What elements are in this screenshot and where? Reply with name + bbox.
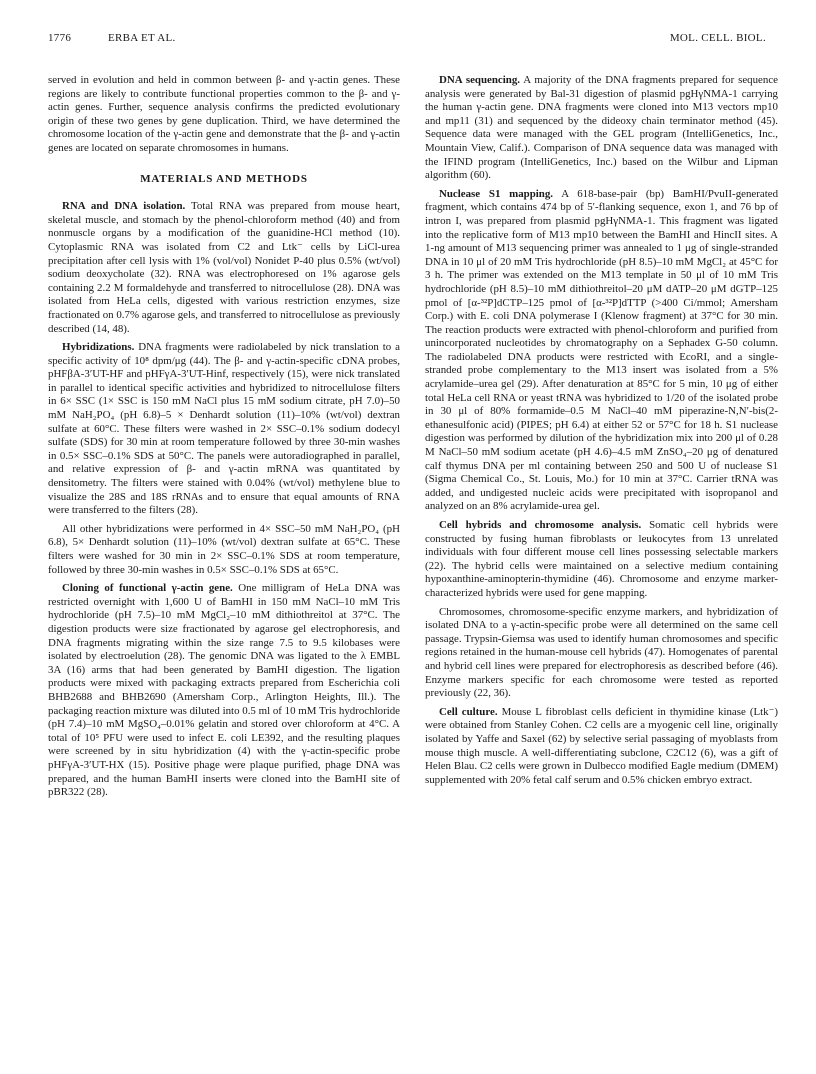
section-title: MATERIALS AND METHODS [140,172,308,185]
paragraph-hybridizations [48,341,400,518]
runin-heading: RNA and DNA isolation. [62,200,186,213]
paragraph-body: Somatic cell hybrids were constructed by fusing human fibroblasts or leukocytes from 13 unrelated individuals with four different mouse cell lines possessing selectable markers (22). The hybrid cells were maintained on a selective medium containing hypoxanthine-aminopterin-thymidine (46). Chromosome and enzyme marker-characterized hybrids were used for gene mapping. [425,519,778,599]
runin-heading: Hybridizations. [62,341,135,354]
paragraph-body: One milligram of HeLa DNA was restricted overnight with 1,600 U of BamHI in 150 mM NaCl–10 mM Tris hydrochloride (pH 7.5)–10 mM MgCl₂–10 mM dithiothreitol at 37°C. The digestion products were size fractionated by agarose gel electrophoresis, and DNA fragments migrating within the size range 7.5 to 9.5 kilobases were isolated by electroelution (28). The genomic DNA was ligated to the λ EMBL 3A (16) arms that had been generated by BamHI digestion. The ligation products were mixed with packaging extracts prepared from Escherichia coli BHB2688 and BHB2690 (Amersham Corp., Arlington Heights, Ill.). The packaging reaction mixture was diluted into 0.5 ml of 10 mM Tris hydrochloride (pH 7.4)–10 mM MgSO₄–0.01% gelatin and stored over chloroform at 4°C. A total of 10⁵ PFU were used to infect E. coli LE392, and the resulting plaques were screened by in situ hybridization (4) with the γ-actin-specific probe pHFγA-3′UT-HX (15). Positive phage were plaque purified, phage DNA was prepared, and the human BamHI inserts were cloned into the BamHI site of pBR322 (28). [48,582,400,799]
paragraph-hybridizations-2: All other hybridizations were performed in 4× SSC–50 mM NaH₂PO₄ (pH 6.8), 5× Denhardt solution (11)–10% (wt/vol) dextran sulfate at 65°C. These filters were washed for 30 min in 2× SSC–0.1% SDS at room temperature, followed by three 30-min washes in 0.5× SSC–0.1% SDS at 65°C. [48,522,400,576]
intro-continuation: served in evolution and held in common between β- and γ-actin genes. These regions are likely to contribute functional properties common to the β- and γ-actin genes. Further, sequence analysis confirms the predicted evolutionary origin of these two genes by gene duplication. Third, we have determined the chromosome location of the γ-actin gene and demonstrate that the β- and γ-actin genes are located on separate chromosomes in humans. [48,74,400,154]
page-number: 1776 [48,32,72,44]
runin-heading: Cell hybrids and chromosome analysis. [439,519,642,531]
running-authors: ERBA ET AL. [108,32,176,44]
paragraph-dna-sequencing [425,74,778,183]
paragraph-chromosomes: Chromosomes, chromosome-specific enzyme markers, and hybridization of isolated DNA to a γ-actin-specific probe were all determined on the same cell passage. Trypsin-Giemsa was used to identify human chromosomes and specific regions retained in the human-mouse cell hybrids (47). Homogenates of parental and hybrid cell lines were prepared for electrophoresis as described before (46). Enzyme markers specific for each chromosome were tested as reported previously (22, 36). [425,605,778,700]
paragraph-cell-hybrids [425,519,778,601]
running-header [48,32,766,48]
journal-name: MOL. CELL. BIOL. [669,32,766,44]
paragraph-body: A majority of the DNA fragments prepared for sequence analysis were generated by Bal-31 digestion of plasmid pgHγNMA-1 carrying the human γ-actin gene. DNA fragments were cloned into M13 vectors mp10 and mp11 (31) and sequenced by the dideoxy chain terminator method (45). Sequence data were managed with the GEL program (IntelliGenetics, Inc., Mountain View, Calif.). Comparison of DNA sequence data was managed with the IFIND program (IntelliGenetics, Inc.) based on the Wilbur and Lipman algorithm (60). [425,74,778,182]
runin-heading: DNA sequencing. [439,74,521,86]
paragraph-body: DNA fragments were radiolabeled by nick translation to a specific activity of 10⁸ dpm/μg (44). The β- and γ-actin-specific cDNA probes, pHFβA-3′UT-HF and pHFγA-3′UT-Hinf, respectively (15), were nick translated in parallel to identical specific activities and hybridized to nitrocellulose filters in 6× SSC (1× SSC is 150 mM NaCl plus 15 mM sodium citrate, pH 7.0)–50 mM NaH₂PO₄ (pH 6.8)–5 × Denhardt solution (11)–10% (wt/vol) dextran sulfate at 60°C. These filters were washed in 2× SSC–0.1% sodium dodecyl sulfate (SDS) for 30 min at room temperature followed by three 30-min washes in 0.5× SSC–0.1% SDS at 50°C. The panels were autoradiographed in parallel, and relative expression of β- and γ-actin mRNA was quantitated by densitometry. The filters were stained with 0.04% (wt/vol) methylene blue to visualize the 28S and 18S rRNAs and to ensure that equal amounts of RNA were transferred to the filters (28). [48,341,400,517]
right-column [425,74,778,792]
paragraph-cloning [48,582,400,800]
paragraph-body: Mouse L fibroblast cells deficient in thymidine kinase (Ltk⁻) were obtained from Stanley Cohen. C2 cells are a myogenic cell line, originally isolated by Yaffe and Saxel (62) by selective serial passaging of myoblasts from mouse thigh muscle. A well-differentiating subclone, C2C12 (6), was a gift of Helen Blau. C2 cells were grown in Dulbecco modified Eagle medium (DMEM) supplemented with 20% fetal calf serum and 0.5% chicken embryo extract. [425,705,778,786]
paragraph-cell-culture [425,706,778,788]
runin-heading: Nuclease S1 mapping. [439,187,554,200]
paragraph-s1-mapping [425,188,778,514]
runin-heading: Cell culture. [439,705,498,718]
paragraph-rna-dna-isolation [48,200,400,336]
runin-heading: Cloning of functional γ-actin gene. [62,582,233,595]
left-column [48,74,400,805]
paragraph-body: A 618-base-pair (bp) BamHI/PvuII-generated fragment, which contains 474 bp of 5′-flanking sequence, exon 1, and 76 bp of intron I, was prepared from plasmid pgHγNMA-1. This fragment was ligated into the replicative form of M13 mp10 between the BamHI and HincII sites. A 1-ng amount of M13 sequencing primer was annealed to 1 μg of single-stranded DNA in 10 μl of 20 mM Tris hydrochloride (pH 8.5)–10 mM MgCl₂ at 45°C for 3 h. The primer was extended on the M13 template in 50 μl of 10 mM Tris hydrochloride (pH 8.5)–10 mM dithiothreitol–20 μM dATP–20 μM dGTP–125 pmol of [α-³²P]dCTP–125 pmol of [α-³²P]dTTP (>400 Ci/mmol; Amersham Corp.) with E. coli DNA polymerase I (Klenow fragment) at 37°C for 30 min. The reaction products were extracted with phenol-chloroform and purified from unincorporated nucleotides by chromatography on a Sephadex G-50 column. The radiolabeled DNA products were restricted with EcoRI, and a single-stranded probe complementary to the M13 insert was isolated from a 5% acrylamide–urea gel (29). After denaturation at 85°C for 5 min, 10 μg of either total HeLa cell RNA or yeast tRNA was hybridized to 1/20 of the isolated probe in 30 μl of 80% formamide–0.5 M NaCl–40 mM piperazine-N,N′-bis(2-ethanesulfonic acid) (PIPES; pH 6.4) at either 52 or 57°C for 18 h. S1 nuclease digestion was performed by dilution of the hybridization mix into 200 μl of 0.28 M NaCl–50 mM sodium acetate (pH 4.6)–4.5 mM ZnSO₄–20 μg of denatured calf thymus DNA per ml containing between 250 and 500 U of nuclease S1 (Sigma Chemical Co., St. Louis, Mo.) for 10 min at 37°C. Carrier tRNA was added, and undigested nucleic acids were precipitated with isopropanol and analyzed on an 8% acrylamide-urea gel. [425,187,779,513]
paragraph-body: Total RNA was prepared from mouse heart, skeletal muscle, and stomach by the phenol-chloroform method (40) and from nonmuscle organs by a modification of the guanidine-HCl method (10). Cytoplasmic RNA was isolated from C2 and Ltk⁻ cells by LiCl-urea precipitation after cell lysis with 1% (vol/vol) Nonidet P-40 plus 0.5% (wt/vol) sodium deoxycholate (32). RNA was electrophoresed on 1% agarose gels containing 2.2 M formaldehyde and transferred to nitrocellulose (28). DNA was isolated from HeLa cells, digested with various restriction enzymes, size fractionated on 0.7% agarose gels, and transferred to nitrocellulose as previously described (14, 48). [48,200,401,335]
